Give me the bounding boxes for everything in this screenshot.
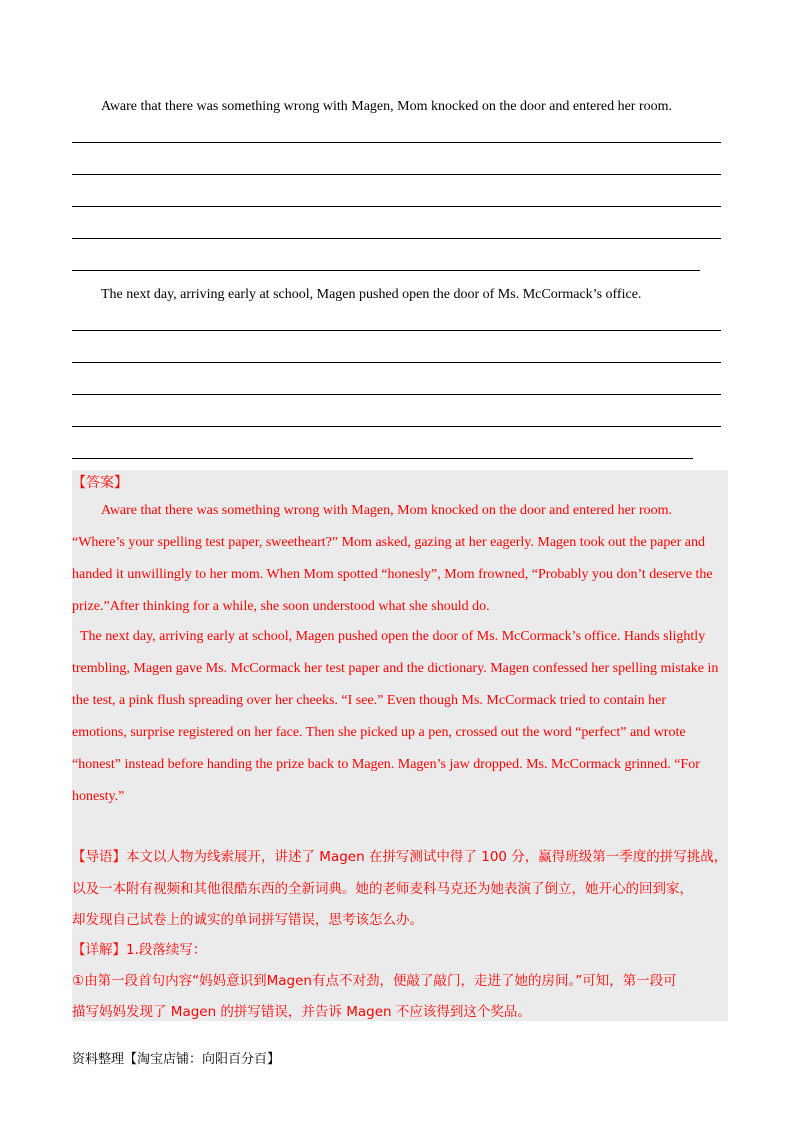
blank-line <box>72 394 721 395</box>
blank-line <box>72 142 721 143</box>
answer-line: handed it unwillingly to her mom. When Mom spotted “honesly”, Mom frowned, “Probably you don’t deserve the <box>72 567 713 582</box>
blank-line <box>72 270 700 271</box>
blank-line <box>72 458 693 459</box>
answer-line: trembling, Magen gave Ms. McCormack her test paper and the dictionary. Magen confessed her spelling mistake in <box>72 661 719 676</box>
answer-line: Aware that there was something wrong with Magen, Mom knocked on the door and entered her room. <box>101 503 673 518</box>
answer-line: emotions, surprise registered on her face. Then she picked up a pen, crossed out the word “perfect” and wrote <box>72 725 686 740</box>
blank-line <box>72 362 721 363</box>
writing-prompt-1: Aware that there was something wrong with Magen, Mom knocked on the door and entered her room. <box>101 99 673 114</box>
answer-line: The next day, arriving early at school, Magen pushed open the door of Ms. McCormack’s office. Hands slightly <box>80 629 706 644</box>
answer-line: honesty.” <box>72 789 125 804</box>
answer-line: the test, a pink flush spreading over her cheeks. “I see.” Even though Ms. McCormack tried to contain her <box>72 693 667 708</box>
blank-line <box>72 426 721 427</box>
answer-line: “Where’s your spelling test paper, sweetheart?” Mom asked, gazing at her eagerly. Magen took out the paper and <box>72 535 705 550</box>
blank-line <box>72 330 721 331</box>
guide-line: 却发现自己试卷上的诚实的单词拼写错误，思考该怎么办。 <box>72 912 423 928</box>
blank-line <box>72 174 721 175</box>
footer-source: 资料整理【淘宝店铺：向阳百分百】 <box>72 1052 281 1067</box>
answer-section <box>72 470 728 1021</box>
detail-line: 描写妈妈发现了 Magen 的拼写错误，并告诉 Magen 不应该得到这个奖品。 <box>72 1004 531 1020</box>
blank-line <box>72 238 721 239</box>
detail-line: ①由第一段首句内容“妈妈意识到Magen有点不对劲，便敲了敲门，走进了她的房间。”可知，第一段可 <box>72 973 677 989</box>
answer-label: 【答案】 <box>72 475 128 491</box>
guide-line: 以及一本附有视频和其他很酷东西的全新词典。她的老师麦科马克还为她表演了倒立，她开心的回到家， <box>72 881 693 897</box>
writing-prompt-2: The next day, arriving early at school, Magen pushed open the door of Ms. McCormack’s office. <box>101 287 642 302</box>
answer-line: prize.”After thinking for a while, she soon understood what she should do. <box>72 599 490 614</box>
answer-line: “honest” instead before handing the prize back to Magen. Magen’s jaw dropped. Ms. McCormack grinned. “For <box>72 757 700 772</box>
blank-line <box>72 206 721 207</box>
detail-line: 【详解】1.段落续写： <box>72 942 207 958</box>
guide-line: 【导语】本文以人物为线索展开，讲述了 Magen 在拼写测试中得了 100 分，赢得班级第一季度的拼写挑战， <box>72 849 728 865</box>
